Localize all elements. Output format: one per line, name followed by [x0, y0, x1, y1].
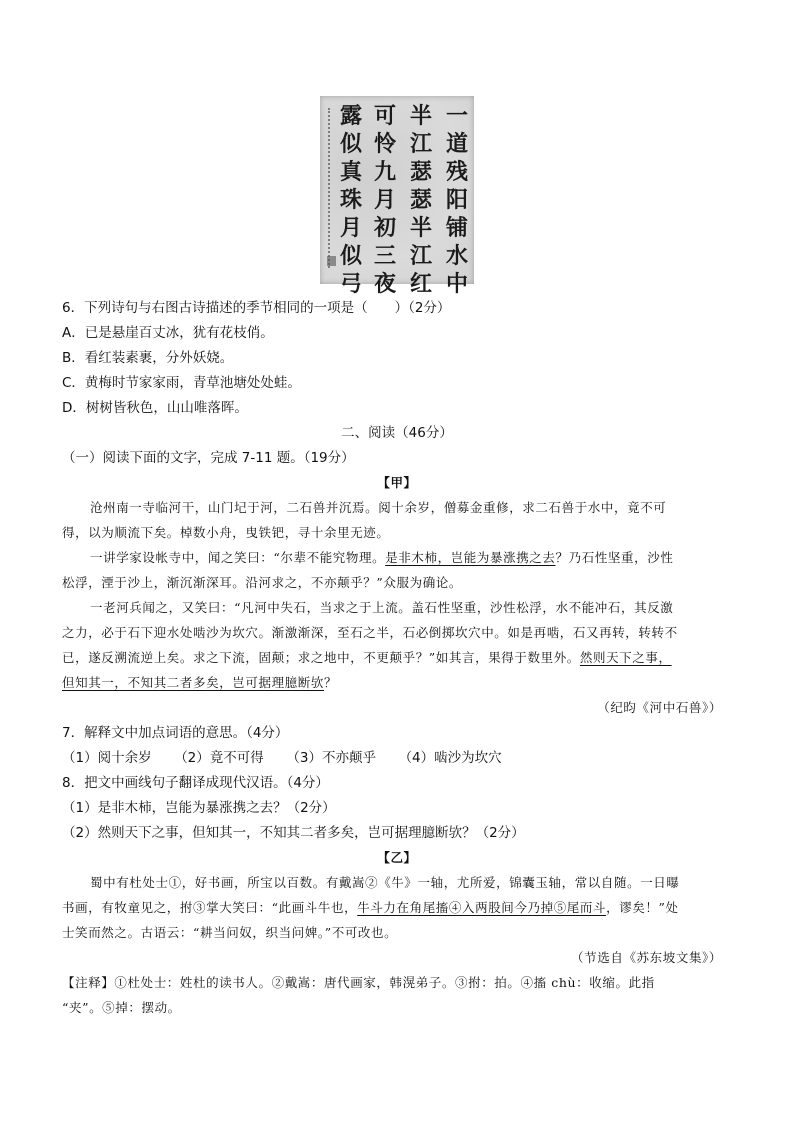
q6-option-c: C．黄梅时节家家雨，青草池塘处处蛙。 — [62, 375, 301, 391]
calligraphy-column-3: 可 怜 九 月 初 三 夜 — [373, 103, 396, 297]
jia-p3-line3 — [62, 649, 672, 667]
jia-p2-line2: 松浮，湮于沙上，渐沉渐深耳。沿河求之，不亦颠乎？”众服为确论。 — [62, 575, 462, 590]
q7-item-4: （4）啮沙为坎穴 — [398, 750, 502, 766]
q7-items — [62, 749, 502, 767]
calligraphy-column-2: 半 江 瑟 瑟 半 江 红 — [409, 103, 432, 297]
q6-option-b: B．看红装素裹，分外妖娆。 — [62, 350, 234, 366]
jia-p2-line1-end: ？乃石性坚重，沙性 — [555, 550, 674, 565]
jia-p3-line1: 一老河兵闻之，又笑曰：“凡河中失石，当求之于上流。盖石性坚重，沙性松浮，水不能冲石，其反激 — [90, 600, 674, 615]
calligraphy-column-4: 露 似 真 珠 月 似 弓 — [339, 103, 362, 297]
jia-underlined-sentence-2b: 但知其一，不知其二者多矣，岂可据理臆断欤 — [62, 675, 325, 690]
jia-p3-line4-end: ？ — [324, 675, 338, 690]
calligraphy-column-1: 一 道 残 阳 铺 水 中 — [445, 103, 468, 297]
q7-item-3: （3）不亦颠乎 — [286, 750, 376, 766]
q7-stem: 7．解释文中加点词语的意思。（4分） — [62, 725, 289, 741]
yi-line2 — [62, 899, 679, 917]
jia-p3-line3-start: 已，遂反溯流逆上矣。求之下流，固颠；求之地中，不更颠乎？”如其言，果得于数里外。 — [62, 650, 580, 665]
section-2-title: 二、阅读（46分） — [341, 425, 453, 441]
yi-source: （节选自《苏东坡文集》） — [571, 950, 722, 965]
yi-line3: 士笑而然之。古语云：“耕当问奴，织当问婢。”不可改也。 — [62, 925, 398, 940]
calligraphy-seal — [327, 256, 336, 266]
calligraphy-image — [320, 96, 474, 297]
q7-item-1: （1）阅十余岁 — [62, 750, 152, 766]
yi-title: 【乙】 — [377, 850, 417, 865]
jia-title: 【甲】 — [377, 475, 417, 490]
q6-option-a: A．已是悬崖百丈冰，犹有花枝俏。 — [62, 325, 274, 341]
q8-sentence-1: （1）是非木柿，岂能为暴涨携之去？（2分） — [62, 800, 336, 816]
yi-underlined-sentence: 牛斗力在角尾搐④入两股间今乃掉⑤尾而斗 — [357, 900, 607, 915]
jia-p3-line2: 之力，必于石下迎水处啮沙为坎穴。渐激渐深，至石之半，石必倒掷坎穴中。如是再啮，石又再转，转转不 — [62, 625, 678, 640]
jia-p2-line1-start: 一讲学家设帐寺中，闻之笑曰：“尔辈不能究物理。 — [90, 550, 386, 565]
jia-underlined-sentence-1: 是非木柿，岂能为暴涨携之去 — [385, 550, 556, 565]
part-1-intro: （一）阅读下面的文字，完成 7-11 题。（19分） — [62, 450, 355, 466]
yi-notes-line2: “夹”。⑤掉：摆动。 — [62, 1000, 181, 1015]
q6-stem: 6．下列诗句与右图古诗描述的季节相同的一项是（ ）（2分） — [62, 300, 451, 316]
calligraphy-signature-mark — [328, 108, 338, 268]
jia-p2-line1 — [90, 549, 673, 567]
yi-notes-line1: 【注释】①杜处士：姓杜的读书人。②戴嵩：唐代画家，韩滉弟子。③拊：拍。④搐 chù：收缩。此指 — [62, 975, 655, 990]
yi-line2-end: ，谬矣！”处 — [606, 900, 679, 915]
jia-p1-line1: 沧州南一寺临河干，山门圮于河，二石兽并沉焉。阅十余岁，僧募金重修，求二石兽于水中，竟不可 — [90, 500, 667, 515]
jia-underlined-sentence-2a: 然则天下之事， — [579, 650, 672, 665]
q6-option-d: D．树树皆秋色，山山唯落晖。 — [62, 400, 248, 416]
q8-stem: 8．把文中画线句子翻译成现代汉语。（4分） — [62, 775, 329, 791]
jia-source: （纪昀《河中石兽》） — [597, 700, 722, 715]
yi-line2-start: 书画，有牧童见之，拊③掌大笑曰：“此画斗牛也， — [62, 900, 358, 915]
yi-line1: 蜀中有杜处士①，好书画，所宝以百数。有戴嵩②《牛》一轴，尤所爱，锦囊玉轴，常以自随。一日曝 — [90, 875, 680, 890]
jia-p3-line4 — [62, 674, 337, 692]
q8-sentence-2: （2）然则天下之事，但知其一，不知其二者多矣，岂可据理臆断欤？（2分） — [62, 825, 525, 841]
q7-item-2: （2）竟不可得 — [174, 750, 264, 766]
jia-p1-line2: 得，以为顺流下矣。棹数小舟，曳铁钯，寻十余里无迹。 — [62, 525, 390, 540]
